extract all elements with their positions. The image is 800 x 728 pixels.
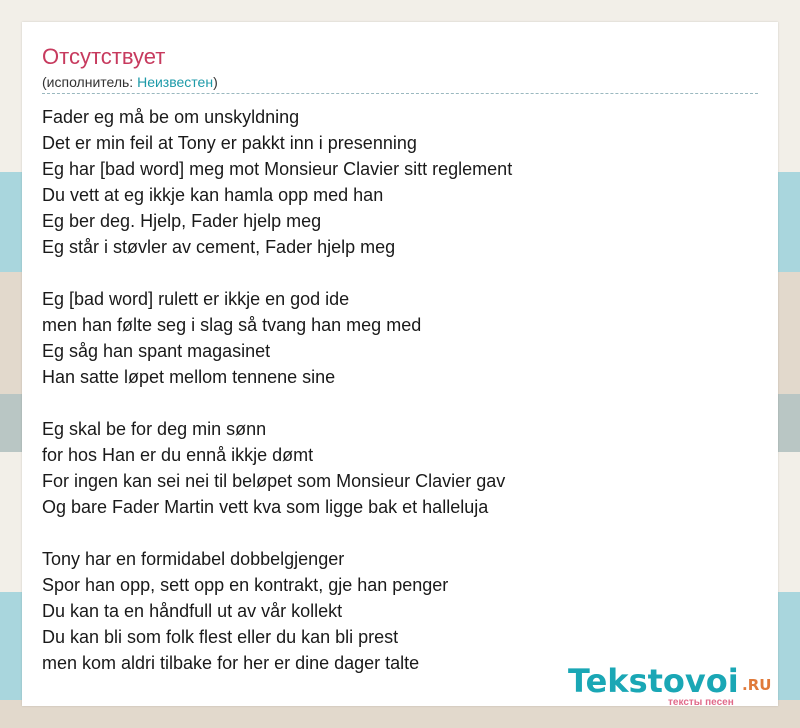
lyric-line: Eg ber deg. Hjelp, Fader hjelp meg	[42, 211, 322, 231]
lyric-line: Og bare Fader Martin vett kva som ligge bak et halleluja	[42, 497, 489, 517]
lyric-line: Tony har en formidabel dobbelgjenger	[42, 549, 345, 569]
lyric-line: Fader eg må be om unskyldning	[42, 107, 300, 127]
artist-link[interactable]: Неизвестен	[137, 74, 214, 90]
song-title: Отсутствует	[42, 44, 166, 69]
stanza-break	[42, 520, 758, 546]
lyric-line: for hos Han er du ennå ikkje dømt	[42, 445, 314, 465]
lyrics-card	[22, 22, 778, 706]
lyric-line: Eg såg han spant magasinet	[42, 341, 271, 361]
title-divider	[42, 93, 758, 94]
artist-suffix: )	[213, 74, 218, 90]
lyrics-body	[42, 104, 758, 676]
lyric-line: For ingen kan sei nei til beløpet som Monsieur Clavier gav	[42, 471, 506, 491]
lyric-line: Eg [bad word] rulett er ikkje en god ide	[42, 289, 350, 309]
stanza-break	[42, 390, 758, 416]
site-logo[interactable]	[568, 662, 778, 708]
lyric-line: Eg står i støvler av cement, Fader hjelp meg	[42, 237, 396, 257]
lyric-line: Eg skal be for deg min sønn	[42, 419, 267, 439]
lyric-line: men kom aldri tilbake for her er dine dager talte	[42, 653, 420, 673]
lyric-line: Du kan ta en håndfull ut av vår kollekt	[42, 601, 343, 621]
logo-name: Tekstovoi	[568, 662, 739, 700]
lyric-line: Spor han opp, sett opp en kontrakt, gje han penger	[42, 575, 449, 595]
artist-prefix: (исполнитель:	[42, 74, 138, 90]
stanza-break	[42, 260, 758, 286]
artist-line	[42, 73, 218, 91]
lyric-line: Det er min feil at Tony er pakkt inn i presenning	[42, 133, 417, 153]
lyric-line: Du vett at eg ikkje kan hamla opp med han	[42, 185, 384, 205]
lyric-line: Eg har [bad word] meg mot Monsieur Clavier sitt reglement	[42, 159, 513, 179]
logo-tld: .RU	[742, 676, 772, 694]
logo-tagline: тексты песен	[668, 697, 734, 708]
lyric-line: men han følte seg i slag så tvang han meg med	[42, 315, 422, 335]
lyric-line: Han satte løpet mellom tennene sine	[42, 367, 336, 387]
lyric-line: Du kan bli som folk flest eller du kan bli prest	[42, 627, 399, 647]
